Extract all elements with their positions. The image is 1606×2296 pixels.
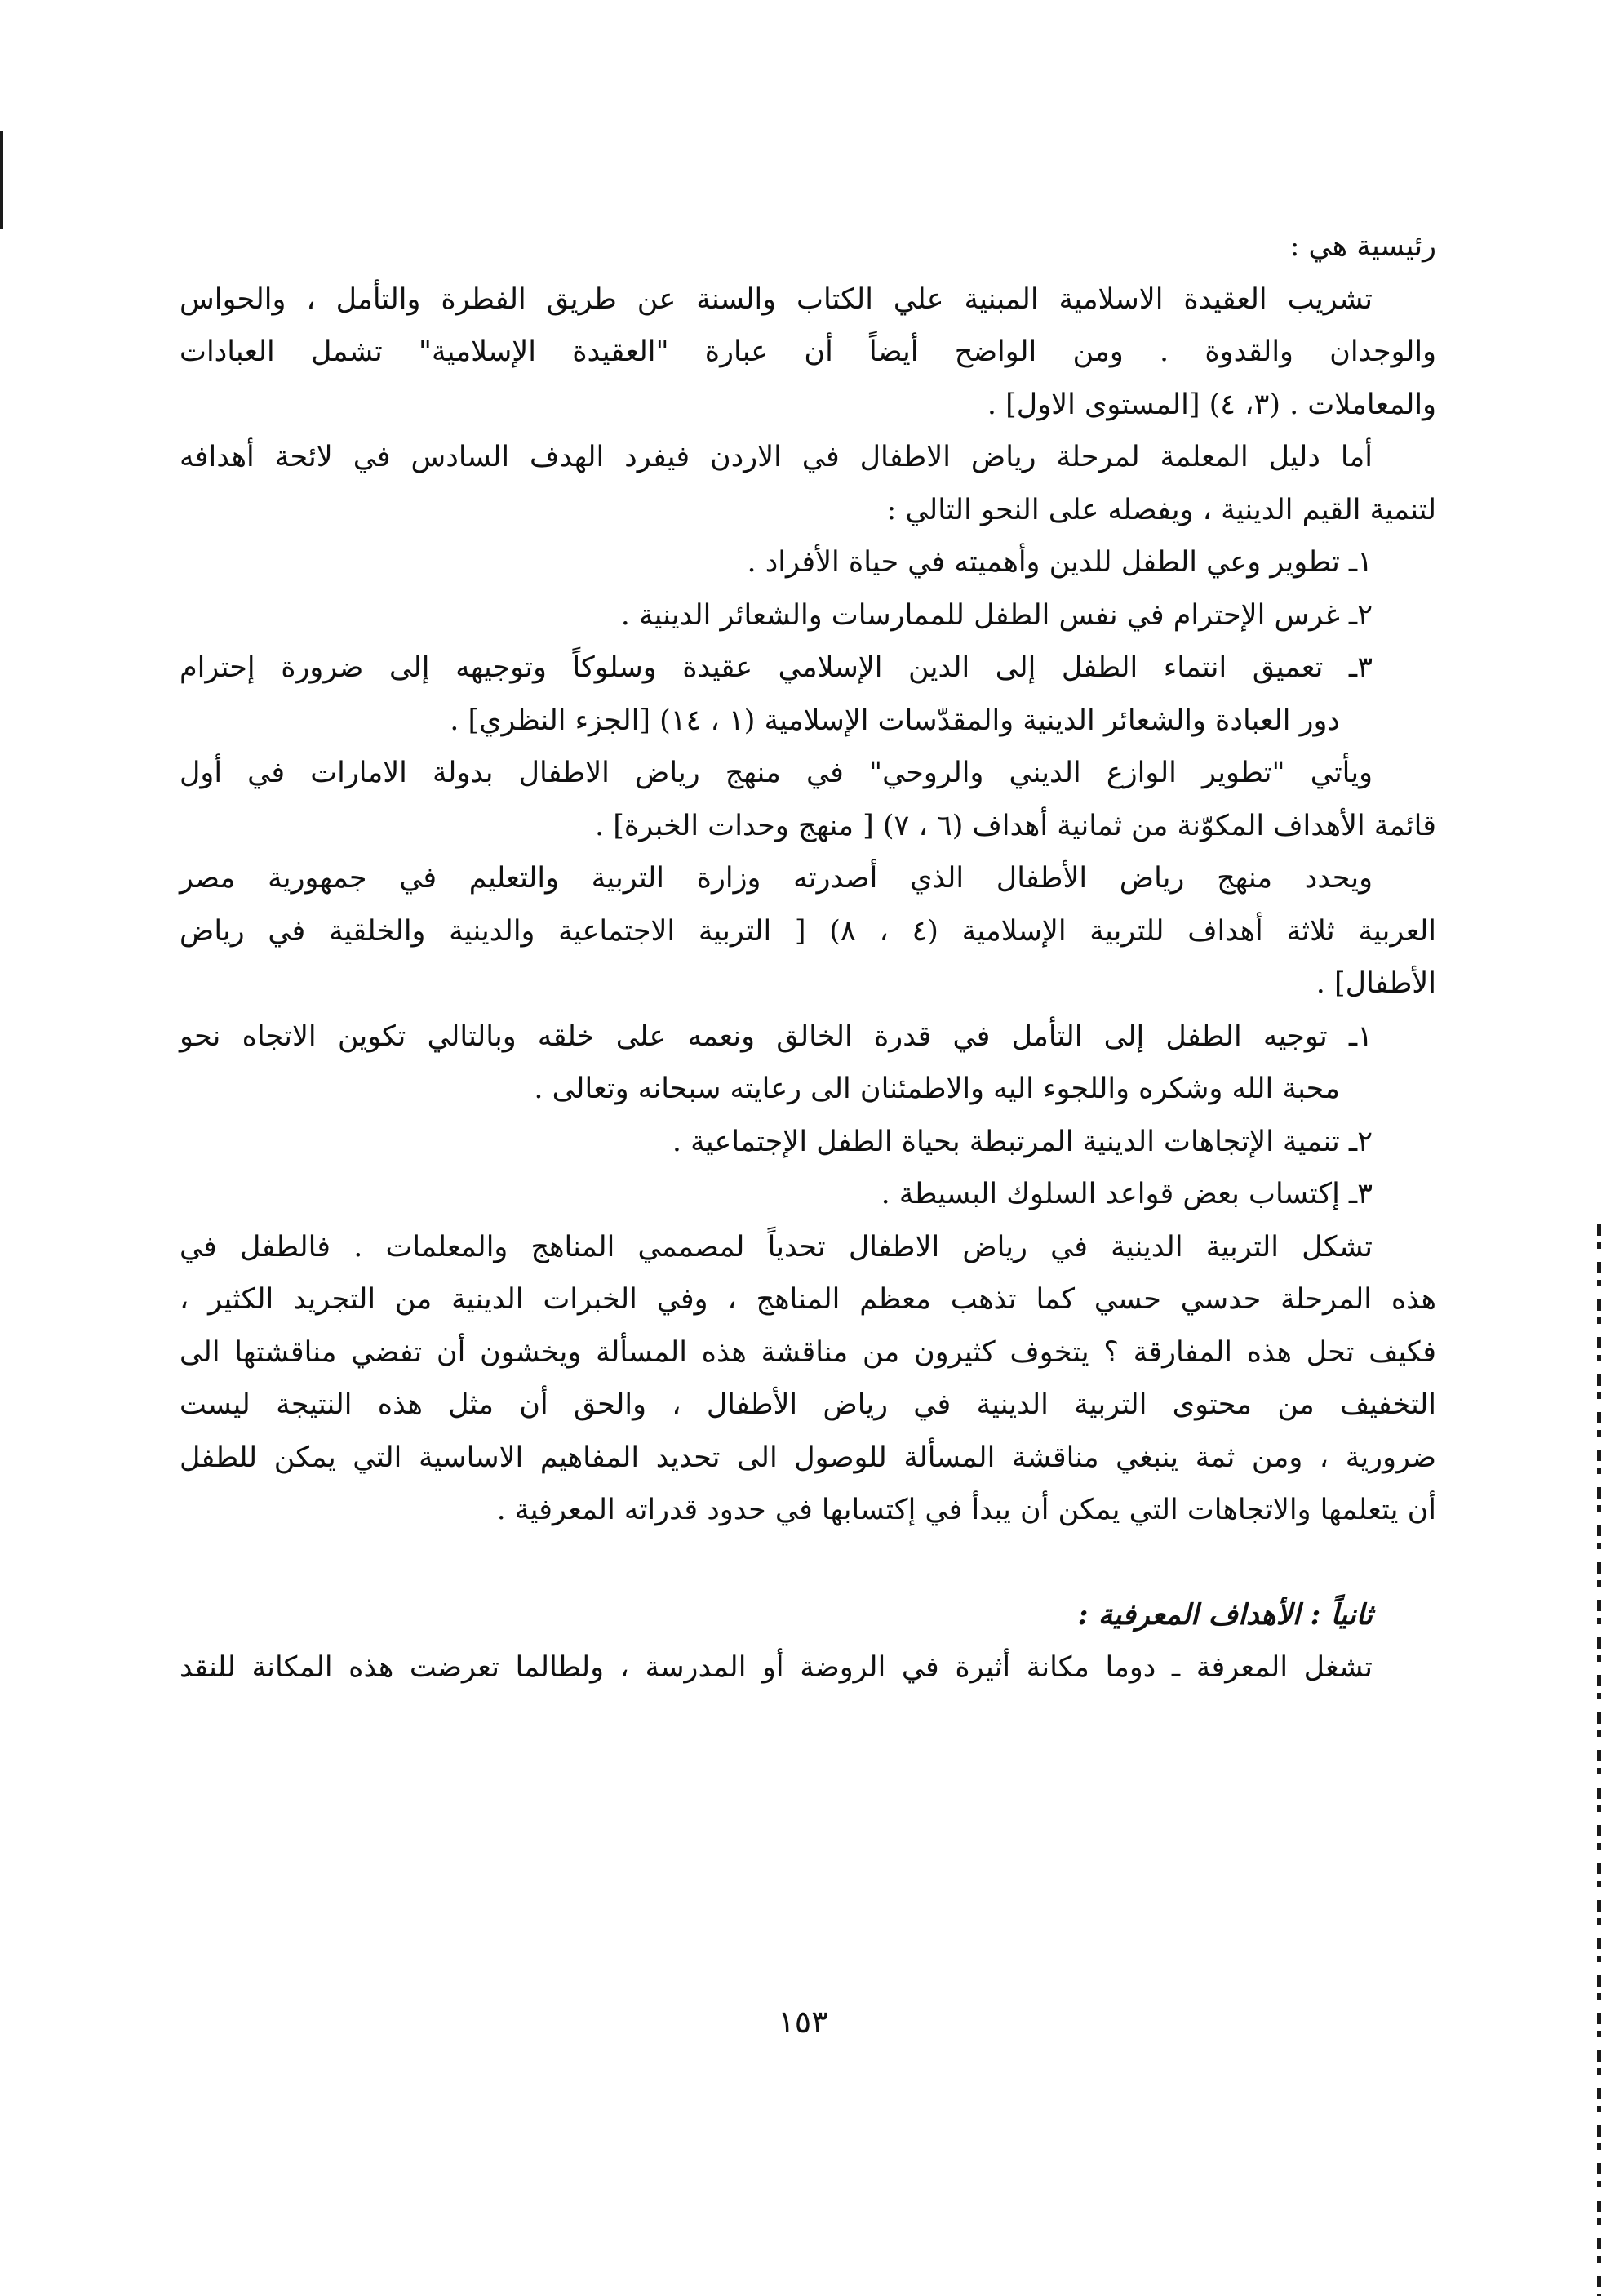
text-line: تشكل التربية الدينية في رياض الاطفال تحدياً لمصممي المناهج والمعلمات . فالطفل في bbox=[180, 1230, 1373, 1263]
list-item: ٣ـ تعميق انتماء الطفل إلى الدين الإسلامي عقيدة وسلوكاً وتوجيهه إلى ضرورة إحترام bbox=[180, 651, 1373, 684]
text-line: العربية ثلاثة أهداف للتربية الإسلامية (٤ ، ٨) [ التربية الاجتماعية والدينية والخلقية في رياض bbox=[180, 914, 1436, 948]
scan-edge-mark bbox=[1597, 1224, 1601, 2296]
text-line: ويأتي "تطوير الوازع الديني والروحي" في منهج رياض الاطفال بدولة الامارات في أول bbox=[180, 757, 1373, 789]
page-number: ١٥٣ bbox=[778, 2004, 828, 2040]
list-item: ٢ـ تنمية الإتجاهات الدينية المرتبطة بحياة الطفل الإجتماعية . bbox=[672, 1125, 1373, 1158]
text-line: الأطفال] . bbox=[1315, 967, 1436, 1000]
text-line: لتنمية القيم الدينية ، ويفصله على النحو التالي : bbox=[886, 493, 1436, 526]
list-item: ٣ـ إكتساب بعض قواعد السلوك البسيطة . bbox=[881, 1178, 1373, 1210]
list-item-continuation: محبة الله وشكره واللجوء اليه والاطمئنان الى رعايته سبحانه وتعالى . bbox=[534, 1073, 1340, 1105]
list-item-continuation: دور العبادة والشعائر الدينية والمقدّسات الإسلامية (١ ، ١٤) [الجزء النظري] . bbox=[450, 704, 1340, 737]
scan-edge-mark bbox=[0, 131, 3, 229]
list-item: ١ـ توجيه الطفل إلى التأمل في قدرة الخالق ونعمه على خلقه وبالتالي تكوين الاتجاه نحو bbox=[180, 1019, 1373, 1053]
text-line: أن يتعلمها والاتجاهات التي يمكن أن يبدأ في إكتسابها في حدود قدراته المعرفية . bbox=[496, 1494, 1436, 1526]
section-spacer bbox=[180, 1537, 1436, 1589]
text-line: ضرورية ، ومن ثمة ينبغي مناقشة المسألة للوصول الى تحديد المفاهيم الاساسية التي يمكن للطفل bbox=[180, 1441, 1436, 1474]
text-line: فكيف تحل هذه المفارقة ؟ يتخوف كثيرون من مناقشة هذه المسألة ويخشون أن تفضي مناقشتها الى bbox=[180, 1335, 1436, 1369]
text-line: تشريب العقيدة الاسلامية المبنية علي الكتاب والسنة عن طريق الفطرة والتأمل ، والحواس bbox=[180, 282, 1373, 316]
text-line: هذه المرحلة حدسي حسي كما تذهب معظم المناهج ، وفي الخبرات الدينية من التجريد الكثير ، bbox=[180, 1283, 1436, 1316]
text-line: تشغل المعرفة ـ دوما مكانة أثيرة في الروضة أو المدرسة ، ولطالما تعرضت هذه المكانة للنقد bbox=[180, 1651, 1373, 1684]
text-line: والمعاملات . (٣، ٤) [المستوى الاول] . bbox=[987, 388, 1436, 421]
text-line: ويحدد منهج رياض الأطفال الذي أصدرته وزارة التربية والتعليم في جمهورية مصر bbox=[180, 862, 1373, 895]
text-line: رئيسية هي : bbox=[1289, 230, 1436, 263]
text-line: والوجدان والقدوة . ومن الواضح أيضاً أن عبارة "العقيدة الإسلامية" تشمل العبادات bbox=[180, 335, 1436, 368]
list-item: ٢ـ غرس الإحترام في نفس الطفل للممارسات والشعائر الدينية . bbox=[620, 598, 1373, 632]
list-item: ١ـ تطوير وعي الطفل للدين وأهميته في حياة الأفراد . bbox=[747, 546, 1373, 579]
page-body bbox=[180, 220, 1436, 1694]
text-line: قائمة الأهداف المكوّنة من ثمانية أهداف (٦ ، ٧) [ منهج وحدات الخبرة] . bbox=[595, 809, 1436, 842]
text-line: أما دليل المعلمة لمرحلة رياض الاطفال في الاردن فيفرد الهدف السادس في لائحة أهدافه bbox=[180, 441, 1373, 473]
text-line: التخفيف من محتوى التربية الدينية في رياض الأطفال ، والحق أن مثل هذه النتيجة ليست bbox=[180, 1388, 1436, 1421]
section-heading: ثانياً : الأهداف المعرفية : bbox=[1077, 1597, 1373, 1632]
